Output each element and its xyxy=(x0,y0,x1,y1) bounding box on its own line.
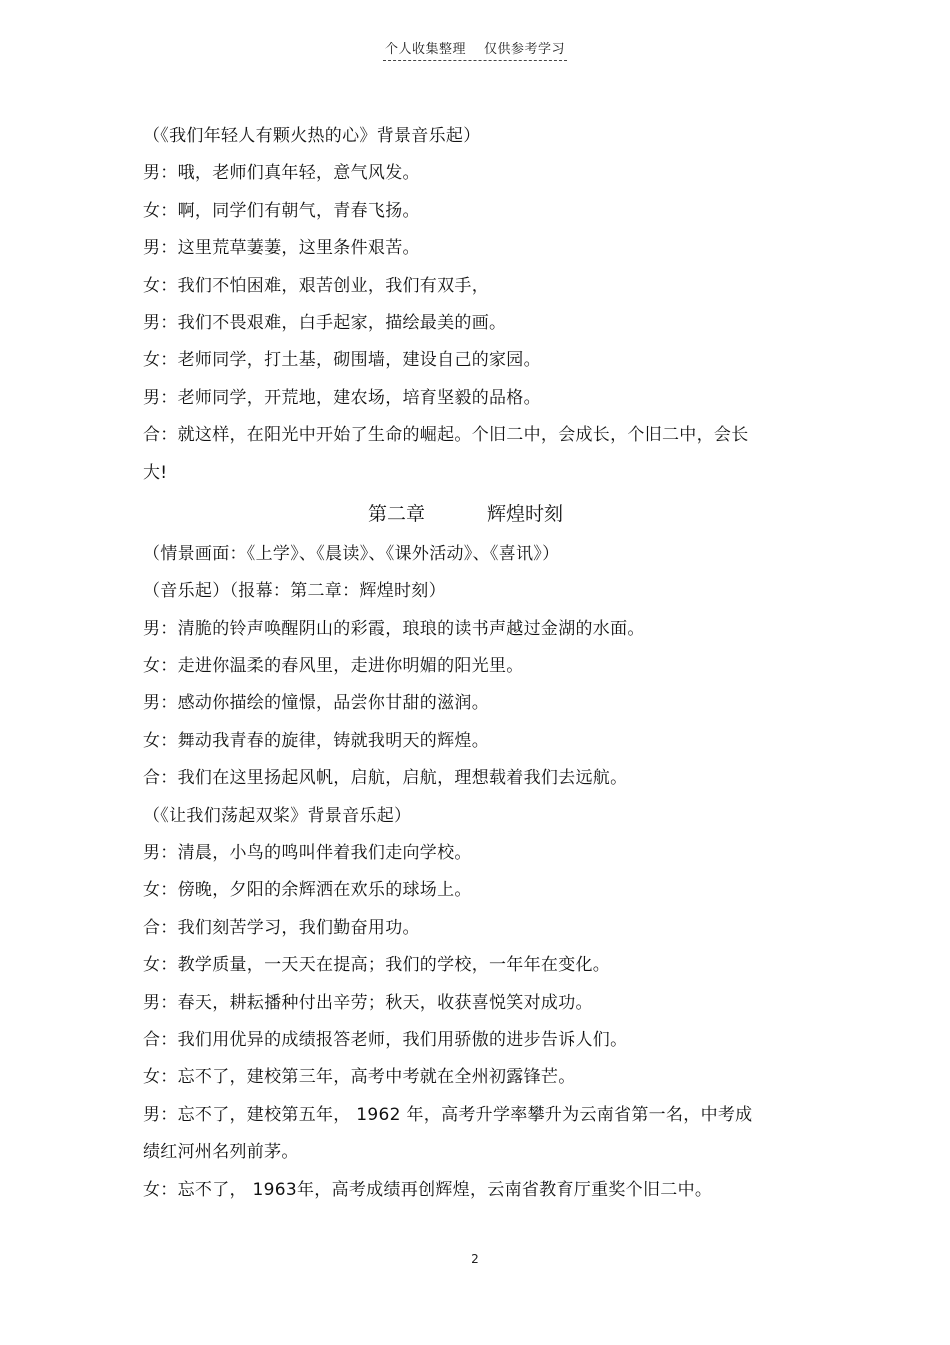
page-number: 2 xyxy=(471,1252,479,1266)
script-line: 女：我们不怕困难，艰苦创业，我们有双手， xyxy=(143,275,489,296)
script-line: 女：老师同学，打土基，砌围墙，建设自己的家园。 xyxy=(143,350,541,371)
script-line: 男：老师同学，开荒地，建农场，培育坚毅的品格。 xyxy=(143,387,541,408)
script-line: 女：舞动我青春的旋律，铸就我明天的辉煌。 xyxy=(143,730,489,751)
script-line: 合：就这样，在阳光中开始了生命的崛起。个旧二中，会成长，个旧二中，会长 xyxy=(143,425,749,446)
chapter-heading xyxy=(143,492,803,536)
section-chapter-one-end xyxy=(143,118,803,492)
script-line: 女：啊，同学们有朝气，青春飞扬。 xyxy=(143,200,420,221)
header-left-text: 个人收集整理 xyxy=(384,42,466,57)
script-line: 女：傍晚，夕阳的余辉洒在欢乐的球场上。 xyxy=(143,880,472,901)
script-line: 男：清脆的铃声唤醒阴山的彩霞，琅琅的读书声越过金湖的水面。 xyxy=(143,618,645,639)
script-line: 绩红河州名列前茅。 xyxy=(143,1142,299,1163)
script-line: 合：我们刻苦学习，我们勤奋用功。 xyxy=(143,917,420,938)
script-line: 男：感动你描绘的憧憬，品尝你甘甜的滋润。 xyxy=(143,693,489,714)
script-line: 女：走进你温柔的春风里，走进你明媚的阳光里。 xyxy=(143,656,524,677)
chapter-number: 第二章 xyxy=(368,502,426,525)
script-line: 男：哦，老师们真年轻，意气风发。 xyxy=(143,163,420,184)
script-line: （《让我们荡起双桨》背景音乐起） xyxy=(143,805,412,826)
script-line: 女：教学质量，一天天在提高；我们的学校，一年年在变化。 xyxy=(143,955,611,976)
script-line: 男：忘不了，建校第五年， 1962 年，高考升学率攀升为云南省第一名，中考成 xyxy=(143,1104,753,1125)
script-line: （《我们年轻人有颗火热的心》背景音乐起） xyxy=(143,126,481,146)
section-chapter-two xyxy=(143,536,803,1209)
chapter-title: 辉煌时刻 xyxy=(487,502,564,525)
script-line: 女：忘不了，建校第三年，高考中考就在全州初露锋芒。 xyxy=(143,1067,576,1088)
script-line: 女：忘不了， 1963年，高考成绩再创辉煌，云南省教育厅重奖个旧二中。 xyxy=(143,1179,713,1200)
script-line: 男：春天，耕耘播种付出辛劳；秋天，收获喜悦笑对成功。 xyxy=(143,992,593,1013)
page-header xyxy=(0,38,950,61)
script-line: （音乐起）（报幕：第二章：辉煌时刻） xyxy=(143,581,446,602)
header-right-text: 仅供参考学习 xyxy=(484,42,566,57)
script-line: 男：我们不畏艰难，白手起家，描绘最美的画。 xyxy=(143,312,507,333)
script-line: 合：我们在这里扬起风帆，启航，启航，理想载着我们去远航。 xyxy=(143,768,628,789)
script-line: 男：这里荒草萋萋，这里条件艰苦。 xyxy=(143,238,420,259)
header-underline xyxy=(383,38,567,61)
script-line: 男：清晨，小鸟的鸣叫伴着我们走向学校。 xyxy=(143,843,472,864)
script-body xyxy=(143,118,803,1209)
script-line: （情景画面：《上学》、《晨读》、《课外活动》、《喜讯》） xyxy=(143,543,560,564)
script-line: 合：我们用优异的成绩报答老师，我们用骄傲的进步告诉人们。 xyxy=(143,1029,628,1050)
script-line: 大! xyxy=(143,462,168,483)
